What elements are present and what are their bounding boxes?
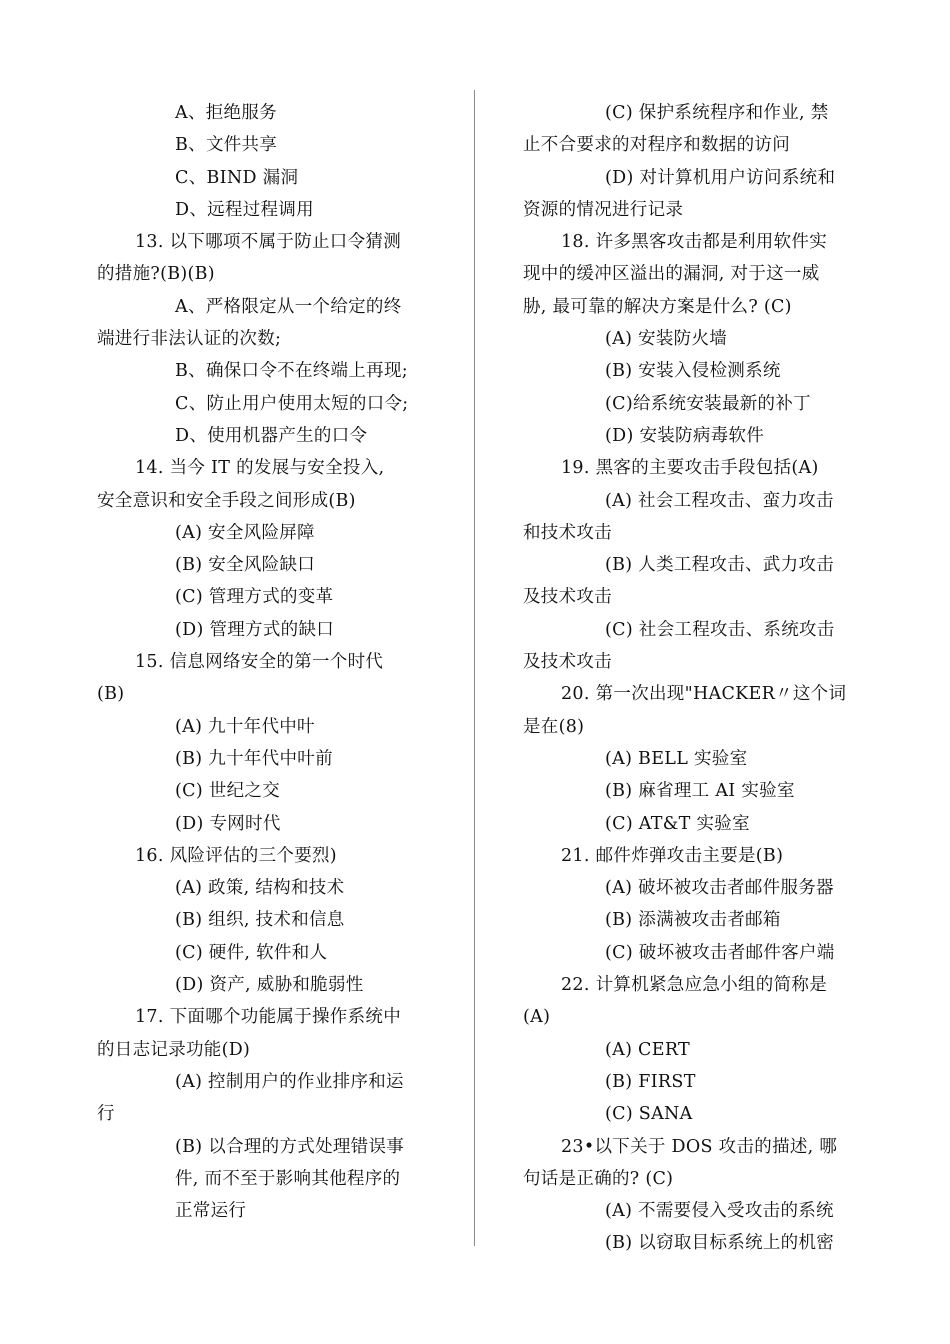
text-line: 安全意识和安全手段之间形成(B) [97,490,356,511]
text-line: (A) 安装防火墙 [605,329,728,350]
text-line: C、防止用户使用太短的口令; [175,393,409,414]
text-line: (D) 专网时代 [175,813,281,834]
text-line: D、使用机器产生的口令 [175,425,368,446]
text-line: 资源的情况进行记录 [523,199,684,220]
text-line: (D) 资产, 威胁和脆弱性 [175,975,364,996]
left-column [97,97,437,1227]
question-line: 22. 计算机紧急应急小组的简称是 [561,975,827,996]
text-line: (B) FIRST [605,1071,696,1092]
text-line: (B) [97,684,125,705]
text-line: 的措施?(B)(B) [97,264,215,285]
text-line: (B) 组织, 技术和信息 [175,910,345,931]
text-line: (D) 安装防病毒软件 [605,425,765,446]
text-line: (B) 添满被攻击者邮箱 [605,910,781,931]
text-line: (A) 破坏被攻击者邮件服务器 [605,878,834,899]
text-line: 句话是正确的? (C) [523,1168,674,1189]
question-line: 21. 邮件炸弹攻击主要是(B) [561,845,784,866]
text-line: (A) 社会工程攻击、蛮力攻击 [605,490,834,511]
question-line: 23•以下关于 DOS 攻击的描述, 哪 [561,1136,838,1157]
text-line: 止不合要求的对程序和数据的访问 [523,135,790,156]
text-line: 现中的缓冲区溢出的漏洞, 对于这一威 [523,264,820,285]
text-line: B、文件共享 [175,135,278,156]
text-line: (C) SANA [605,1104,693,1125]
text-line: 端进行非法认证的次数; [97,329,282,350]
text-line: (C) 硬件, 软件和人 [175,942,328,963]
question-line: 14. 当今 IT 的发展与安全投入, [135,458,385,479]
question-line: 18. 许多黑客攻击都是利用软件实 [561,232,827,253]
text-line: (B) 安装入侵检测系统 [605,361,781,382]
right-column [523,97,853,1260]
text-line: A、严格限定从一个给定的终 [175,296,402,317]
text-line: (C) 世纪之交 [175,781,281,802]
text-line: (D) 管理方式的缺口 [175,619,335,640]
question-line: 13. 以下哪项不属于防止口令猜测 [135,232,401,253]
text-line: (B) 九十年代中叶前 [175,748,333,769]
text-line: (D) 对计算机用户访问系统和 [605,167,836,188]
text-line: (B) 人类工程攻击、武力攻击 [605,555,835,576]
text-line: 件, 而不至于影响其他程序的 [175,1168,401,1189]
text-line: C、BIND 漏洞 [175,167,299,188]
text-line: 行 [97,1104,115,1125]
question-line: 19. 黑客的主要攻击手段包括(A) [561,458,819,479]
text-line: (A) 九十年代中叶 [175,716,315,737]
text-line: (A) 不需要侵入受攻击的系统 [605,1201,834,1222]
text-line: 是在(8) [523,716,585,737]
question-line: 15. 信息网络安全的第一个时代 [135,652,384,673]
text-line: (A) 安全风险屏障 [175,522,315,543]
text-line: (C) AT&T 实验室 [605,813,750,834]
text-line: B、确保口令不在终端上再现; [175,361,408,382]
text-line: (B) 以合理的方式处理错误事 [175,1136,405,1157]
text-line: 及技术攻击 [523,587,612,608]
text-line: (A) 控制用户的作业排序和运 [175,1071,404,1092]
text-line: (C) 破坏被攻击者邮件客户端 [605,942,835,963]
question-line: 17. 下面哪个功能属于操作系统中 [135,1007,401,1028]
text-line: A、拒绝服务 [175,103,277,123]
question-line: 20. 第一次出现"HACKER〃这个词 [561,684,847,705]
text-line: 和技术攻击 [523,522,612,543]
text-line: (A) BELL 实验室 [605,748,748,769]
text-line: (B) 麻省理工 AI 实验室 [605,781,795,802]
text-line: 及技术攻击 [523,652,612,673]
text-line: (C)给系统安装最新的补丁 [605,393,811,414]
text-line: 胁, 最可靠的解决方案是什么? (C) [523,296,792,317]
text-line: 正常运行 [175,1201,247,1222]
text-line: (C) 管理方式的变革 [175,587,334,608]
text-line: (A) 政策, 结构和技术 [175,878,345,899]
text-line: (C) 保护系统程序和作业, 禁 [605,103,829,123]
text-line: (C) 社会工程攻击、系统攻击 [605,619,835,640]
text-line: (B) 以窃取目标系统上的机密 [605,1233,835,1254]
text-line: (A) [523,1007,551,1028]
text-line: (B) 安全风险缺口 [175,555,316,576]
column-divider [474,90,475,1246]
question-line: 16. 风险评估的三个要烈) [135,845,337,866]
text-line: (A) CERT [605,1039,690,1060]
text-line: 的日志记录功能(D) [97,1039,251,1060]
text-line: D、远程过程调用 [175,199,314,220]
